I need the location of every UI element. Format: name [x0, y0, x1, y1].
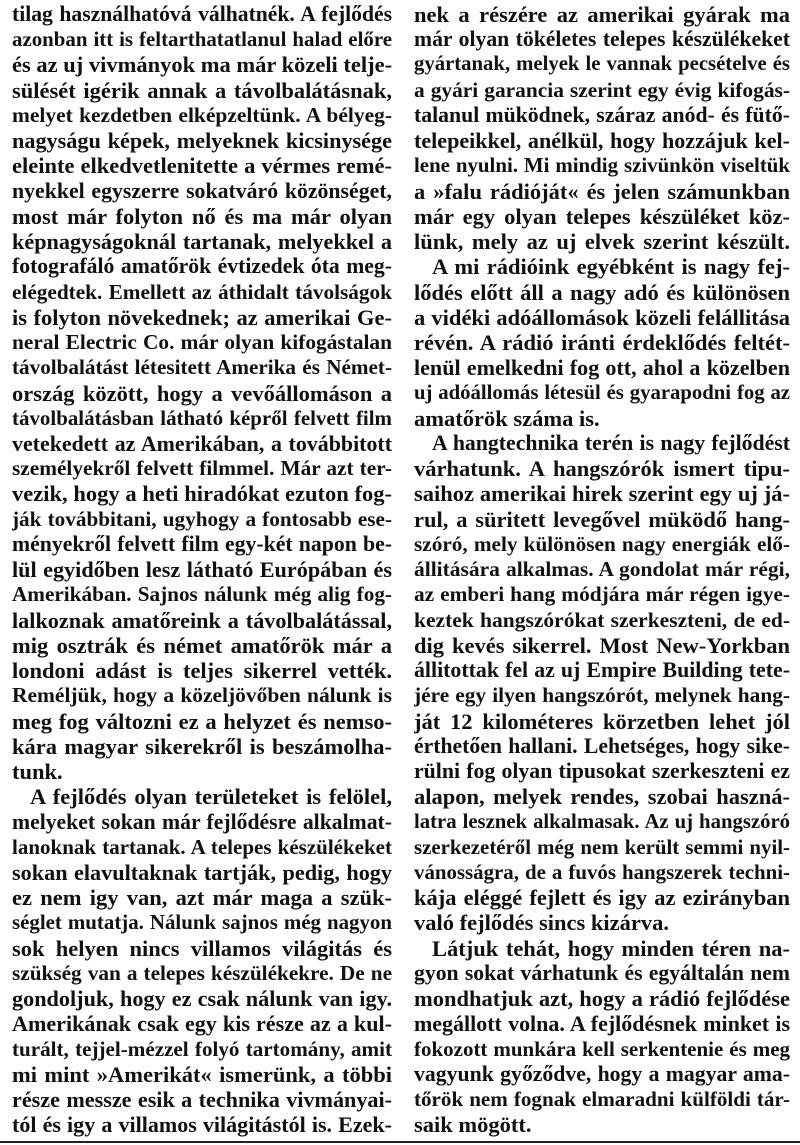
- text-line: a »falu rádióját« és jelen számunkban: [414, 178, 790, 204]
- text-line: melyeket sokan már fejlődésre alkalmat-: [12, 809, 392, 834]
- text-line: gyon sokat várhatunk és egyáltalán nem: [414, 960, 790, 985]
- text-line: megállott volna. A fejlődésnek minket is: [414, 1011, 790, 1037]
- text-line: tunk.: [12, 759, 63, 785]
- bottom-rule: [0, 1141, 800, 1143]
- text-line: ez nem igy van, azt már maga a szük-: [12, 885, 392, 911]
- text-line: Látjuk tehát, hogy minden téren na-: [432, 935, 790, 961]
- text-line: lanoknak tartanak. A telepes készülékeket: [12, 834, 392, 859]
- text-line: érthetően hallani. Lehetséges, hogy sike-: [414, 733, 790, 758]
- text-line: a vidéki adóállomások közeli felállitása: [414, 304, 790, 330]
- text-line: A hangtechnika terén is nagy fejlődést: [432, 430, 790, 455]
- text-line: lalkoznak amatőreink a távolbalátással,: [12, 607, 392, 633]
- text-line: személyekről felvett filmmel. Már azt ter-: [12, 456, 392, 481]
- text-line: keztek hangszórókat szerkeszteni, de ed-: [414, 607, 790, 632]
- text-line: távolbalátást létesitett Amerika és Német-: [12, 355, 392, 380]
- text-line: nagyságu képek, melyeknek kicsinysége: [12, 128, 392, 154]
- text-line: elégedtek. Emellett az áthidalt távolságok: [12, 279, 392, 304]
- text-line: távolbalátásban látható képről felvett film: [12, 405, 392, 430]
- text-line: szükség van a telepes készülékekre. De ne: [12, 960, 392, 985]
- text-line: része messze esik a technika vivmányai-: [12, 1087, 392, 1113]
- text-line: séglet mutatja. Nálunk sajnos még nagyon: [12, 910, 392, 935]
- text-line: lene nyulni. Mi mindig szivünkön viseltük: [414, 153, 790, 178]
- text-line: azonban itt is feltarthatatlanul halad előre: [12, 27, 392, 52]
- text-line: révén. A rádió iránti érdeklődés feltét-: [414, 330, 790, 356]
- text-line: saik mögött.: [414, 1112, 532, 1138]
- text-line: sülését igérik annak a távolbalátásnak,: [12, 77, 392, 103]
- text-line: ják továbbitani, ugyhogy a fontosabb ese-: [12, 506, 392, 531]
- text-line: vetekedett az Amerikában, a továbbitott: [12, 430, 392, 456]
- text-line: alapon, melyek rendes, szobai haszná-: [414, 784, 790, 810]
- text-line: Amerikának csak egy kis része az a kul-: [12, 1011, 392, 1037]
- text-line: nyekkel egyszerre sokatváró közönséget,: [12, 178, 392, 203]
- text-line: saihoz amerikai hirek szerint egy uj já-: [414, 481, 790, 507]
- text-line: tilag használhatóvá válhatnék. A fejlődés: [12, 2, 392, 26]
- text-line: tól és igy a villamos világitástól is. Ezek-: [12, 1112, 392, 1138]
- text-line: nek a részére az amerikai gyárak ma: [414, 2, 790, 27]
- text-line: meg fog változni ez a helyzet és nemso-: [12, 708, 392, 734]
- text-line: ját 12 kilométeres körzetben lehet jól: [414, 708, 790, 734]
- text-line: képnagyságoknál tartanak, melyekkel a: [12, 229, 392, 255]
- text-line: várhatunk. A hangszórók ismert tipu-: [414, 456, 790, 482]
- text-line: állitottak fel az uj Empire Building tete-: [414, 658, 790, 683]
- text-line: gyártanak, melyek le vannak pecsételve és: [414, 53, 790, 76]
- text-line: A mi rádióink egyébként is nagy fej-: [432, 254, 790, 280]
- text-line: Reméljük, hogy a közeljövőben nálunk is: [12, 683, 392, 708]
- text-line: sokan elavultaknak tartják, pedig, hogy: [12, 859, 392, 885]
- text-line: vánosságra, de a fuvós hangszerek techni-: [414, 859, 790, 884]
- text-line: mig osztrák és német amatőrök már a: [12, 632, 392, 658]
- text-line: fotografáló amatőrök évtizedek óta meg-: [12, 254, 392, 279]
- text-line: lül egyidőben lesz látható Európában és: [12, 557, 392, 583]
- text-line: melyet kezdetben elképzeltünk. A bélyeg-: [12, 102, 392, 127]
- text-line: telepeikkel, anélkül, hogy hozzájuk kel-: [414, 128, 790, 154]
- text-line: vezik, hogy a heti hiradókat ezuton fog-: [12, 481, 392, 507]
- left-column: [12, 2, 392, 1138]
- text-line: neral Electric Co. már olyan kifogástalan: [12, 330, 392, 355]
- text-line: tőrök nem fognak elmaradni külföldi tár-: [414, 1087, 790, 1112]
- right-column: [414, 2, 790, 1138]
- text-line: a gyári garancia szerint egy évig kifogás-: [414, 77, 790, 102]
- text-line: A fejlődés olyan területeket is felölel,: [30, 784, 392, 810]
- text-line: londoni adást is teljes sikerrel vették.: [12, 658, 392, 684]
- text-line: ményekről felvett film egy-két napon be-: [12, 531, 392, 556]
- text-line: amatőrök száma is.: [414, 405, 600, 431]
- text-line: lünk, mely az uj elvek szerint készült.: [414, 229, 790, 255]
- text-line: dig kevés sikerrel. Most New-Yorkban: [414, 632, 790, 658]
- text-line: kája eléggé fejlett és igy az ezirányban: [414, 885, 790, 911]
- text-line: gondoljuk, hogy ez csak nálunk van igy.: [12, 986, 392, 1012]
- text-line: állitására alkalmas. A gondolat már régi,: [414, 557, 790, 582]
- text-line: talanul müködnek, száraz anód- és fütő-: [414, 102, 790, 127]
- text-line: szóró, mely különösen nagy energiák elő-: [414, 531, 790, 556]
- text-line: Amerikában. Sajnos nálunk még alig fog-: [12, 582, 392, 607]
- text-line: uj adóállomás létesül és gyarapodni fog az: [414, 381, 790, 404]
- text-line: már olyan tökéletes telepes készülékeket: [414, 27, 790, 52]
- text-line: rülni fog olyan tipusokat szerkeszteni ez: [414, 759, 790, 784]
- text-line: latra lesznek alkalmasak. Az uj hangszóró: [414, 810, 790, 833]
- text-line: lődés előtt áll a nagy adó és különösen: [414, 279, 790, 305]
- text-line: szerkezetéről még nem került semmi nyil-: [414, 834, 790, 859]
- text-line: jére egy ilyen hangszórót, melynek hang-: [414, 683, 790, 708]
- text-line: és az uj vivmányok ma már közeli telje-: [12, 52, 392, 78]
- text-line: ország között, hogy a vevőállomáson a: [12, 380, 392, 406]
- text-line: turált, tejjel-mézzel folyó tartomány, amit: [12, 1036, 392, 1061]
- text-line: kára magyar sikerekről is beszámolha-: [12, 733, 392, 759]
- text-line: vagyunk győződve, hogy a magyar ama-: [414, 1061, 790, 1086]
- text-line: az emberi hang módjára már régen igye-: [414, 582, 790, 607]
- text-line: eleinte elkedvetlenitette a vérmes remé-: [12, 153, 392, 179]
- text-line: való fejlődés sincs kizárva.: [414, 910, 669, 936]
- text-line: lenül emelkedni fog ott, ahol a közelben: [414, 355, 790, 381]
- text-line: is folyton növekednek; az amerikai Ge-: [12, 304, 392, 330]
- text-line: fokozott munkára kell serkentenie és meg: [414, 1036, 790, 1061]
- text-line: már egy olyan telepes készüléket köz-: [414, 203, 790, 229]
- text-line: most már folyton nő és ma már olyan: [12, 203, 392, 229]
- text-line: rul, a süritett levegővel müködő hang-: [414, 506, 790, 532]
- text-line: mi mint »Amerikát« ismerünk, a többi: [12, 1061, 392, 1087]
- text-line: mondhatjuk azt, hogy a rádió fejlődése: [414, 986, 790, 1012]
- text-line: sok helyen nincs villamos világitás és: [12, 935, 392, 961]
